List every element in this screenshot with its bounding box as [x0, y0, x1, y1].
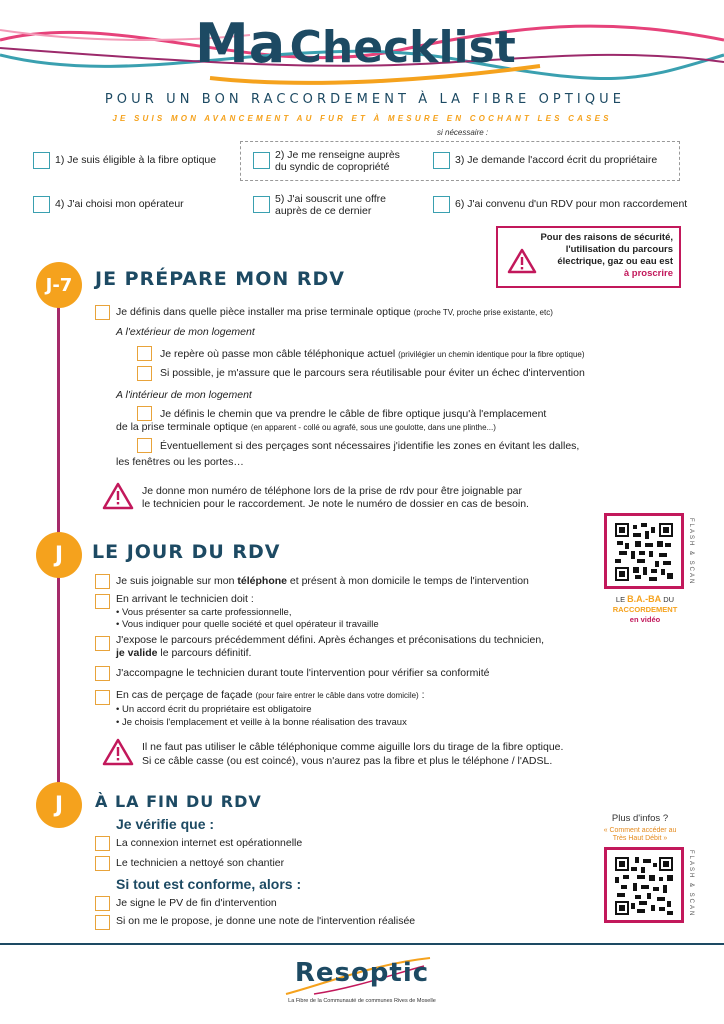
- more-info-link-l2[interactable]: Très Haut Débit »: [612, 835, 668, 842]
- s1-item4-checkbox[interactable]: [137, 406, 152, 421]
- section2-title: LE JOUR DU RDV: [92, 541, 281, 563]
- warning-icon: [507, 248, 537, 274]
- s1-item5-l2: les fenêtres ou les portes…: [116, 456, 244, 468]
- s3-item4-checkbox[interactable]: [95, 915, 110, 930]
- step2-label-l1: 2) Je me renseigne auprès: [275, 149, 400, 161]
- step5-label-l2: auprès de ce dernier: [275, 205, 372, 217]
- s1-warning-l1: Je donne mon numéro de téléphone lors de la prise de rdv pour être joignable par: [142, 485, 522, 497]
- more-info-link-l1[interactable]: « Comment accéder au: [603, 827, 677, 834]
- step4-checkbox[interactable]: [33, 196, 50, 213]
- safety-warning-box: [496, 226, 681, 288]
- s3-item2-checkbox[interactable]: [95, 856, 110, 871]
- s1-item2-checkbox[interactable]: [137, 346, 152, 361]
- step6-label: 6) J'ai convenu d'un RDV pour mon raccordement: [455, 198, 688, 210]
- s3-item4-label: Si on me le propose, je donne une note de l'intervention réalisée: [116, 915, 416, 927]
- subtitle: POUR UN BON RACCORDEMENT À LA FIBRE OPTIQUE: [104, 92, 626, 107]
- s3-item2-label: Le technicien a nettoyé son chantier: [116, 857, 285, 869]
- step3-checkbox[interactable]: [433, 152, 450, 169]
- s3-conform-heading: Si tout est conforme, alors :: [116, 876, 302, 892]
- more-info-heading: Plus d'infos ?: [611, 813, 669, 824]
- s1-item5-l1: Éventuellement si des perçages sont nécessaires j'identifie les zones en évitant les dalles,: [160, 440, 580, 452]
- title-ma: Ma: [195, 12, 286, 75]
- step1-checkbox[interactable]: [33, 152, 50, 169]
- safety-text-l2: l'utilisation du parcours: [565, 244, 673, 255]
- section3-title: À LA FIN DU RDV: [95, 792, 262, 811]
- qr2-frame: [604, 847, 684, 923]
- s1-item4-l2: de la prise terminale optique (en apparent - collé ou agrafé, sous une goulotte, dans une plinthe...): [116, 421, 496, 433]
- step2-label-l2: du syndic de copropriété: [275, 161, 390, 173]
- step6-checkbox[interactable]: [433, 196, 450, 213]
- s2-item5-bullet1: • Un accord écrit du propriétaire est obligatoire: [116, 704, 312, 715]
- qr-code-icon: [615, 523, 673, 581]
- tagline: JE SUIS MON AVANCEMENT AU FUR ET À MESURE EN COCHANT LES CASES: [112, 114, 612, 123]
- step3-label: 3) Je demande l'accord écrit du propriétaire: [455, 154, 658, 166]
- si-necessaire-label: si nécessaire :: [437, 128, 489, 137]
- s1-item3-label: Si possible, je m'assure que le parcours sera réutilisable pour éviter un échec d'intervention: [160, 367, 585, 379]
- step5-checkbox[interactable]: [253, 196, 270, 213]
- s3-item3-checkbox[interactable]: [95, 896, 110, 911]
- s2-item3-checkbox[interactable]: [95, 636, 110, 651]
- step4-label: 4) J'ai choisi mon opérateur: [55, 198, 184, 210]
- section2-badge: J: [36, 532, 82, 578]
- s1-warning-l2: le technicien pour le raccordement. Je note le numéro de dossier en cas de besoin.: [142, 498, 529, 510]
- step2-checkbox[interactable]: [253, 152, 270, 169]
- s2-item5-bullet2: • Je choisis l'emplacement et veille à la bonne réalisation des travaux: [116, 717, 407, 728]
- safety-text-l3: électrique, gaz ou eau est: [557, 256, 673, 267]
- section1-badge: J-7: [36, 262, 82, 308]
- s1-sub-exterior: A l'extérieur de mon logement: [116, 326, 255, 338]
- s2-item5-label: En cas de perçage de façade (pour faire entrer le câble dans votre domicile) :: [116, 689, 425, 701]
- s2-item2-bullet1: • Vous présenter sa carte professionnelle,: [116, 607, 292, 618]
- s2-item3-l1: J'expose le parcours précédemment défini. Après échanges et préconisations du technicien,: [116, 634, 545, 646]
- s2-item2-label: En arrivant le technicien doit :: [116, 593, 254, 605]
- s1-item3-checkbox[interactable]: [137, 366, 152, 381]
- step1-label: 1) Je suis éligible à la fibre optique: [55, 154, 217, 166]
- s1-item2-label: Je repère où passe mon câble téléphonique actuel (privilégier un chemin identique pour la fibre optique): [160, 348, 585, 360]
- s3-verify-heading: Je vérifie que :: [116, 816, 215, 832]
- s2-warning-l2: Si ce câble casse (ou est coincé), vous n'aurez pas la fibre et plus le téléphone / l'ADSL.: [142, 755, 553, 767]
- section3-badge: J: [36, 782, 82, 828]
- qr2-flash-label: FLASH & SCAN: [688, 850, 694, 918]
- s1-item5-checkbox[interactable]: [137, 438, 152, 453]
- safety-text-l1: Pour des raisons de sécurité,: [540, 232, 673, 243]
- s2-item1-checkbox[interactable]: [95, 574, 110, 589]
- s2-item4-label: J'accompagne le technicien durant toute l'intervention pour vérifier sa conformité: [116, 667, 490, 679]
- s2-item5-checkbox[interactable]: [95, 690, 110, 705]
- safety-text-l4: à proscrire: [623, 268, 673, 279]
- s2-item1-label: Je suis joignable sur mon téléphone et présent à mon domicile le temps de l'intervention: [116, 575, 529, 587]
- footer-logo: [262, 958, 462, 988]
- s2-item3-l2: je valide le parcours définitif.: [116, 647, 252, 659]
- s1-sub-interior: A l'intérieur de mon logement: [116, 389, 252, 401]
- s1-item4-l1: Je définis le chemin que va prendre le câble de fibre optique jusqu'à l'emplacement: [160, 408, 547, 420]
- s2-warning-l1: Il ne faut pas utiliser le câble téléphonique comme aiguille lors du tirage de la fibre optique.: [142, 741, 564, 753]
- s2-item2-checkbox[interactable]: [95, 594, 110, 609]
- s2-item4-checkbox[interactable]: [95, 666, 110, 681]
- s1-item1-checkbox[interactable]: [95, 305, 110, 320]
- s3-item1-label: La connexion internet est opérationnelle: [116, 837, 303, 849]
- qr-code-icon: [615, 857, 673, 915]
- section1-title: JE PRÉPARE MON RDV: [95, 268, 345, 290]
- qr1-frame: [604, 513, 684, 589]
- warning-icon: [102, 738, 134, 766]
- step5-label-l1: 5) J'ai souscrit une offre: [275, 193, 386, 205]
- footer-divider: [0, 943, 724, 945]
- page-title: [195, 12, 516, 82]
- qr1-caption: LE B.A.-BA DU RACCORDEMENT en vidéo: [612, 594, 678, 624]
- s3-item1-checkbox[interactable]: [95, 836, 110, 851]
- title-checklist: Checklist: [289, 22, 516, 73]
- logo-text: Resoptic: [294, 958, 430, 988]
- warning-icon: [102, 482, 134, 510]
- qr1-flash-label: FLASH & SCAN: [688, 518, 694, 586]
- s2-item2-bullet2: • Vous indiquer pour quelle société et quel opérateur il travaille: [116, 619, 379, 630]
- footer-tagline: La Fibre de la Communauté de communes Rives de Moselle: [288, 998, 436, 1004]
- s1-item1-label: Je définis dans quelle pièce installer ma prise terminale optique (proche TV, proche prise existante, etc): [116, 306, 553, 318]
- s3-item3-label: Je signe le PV de fin d'intervention: [116, 897, 277, 909]
